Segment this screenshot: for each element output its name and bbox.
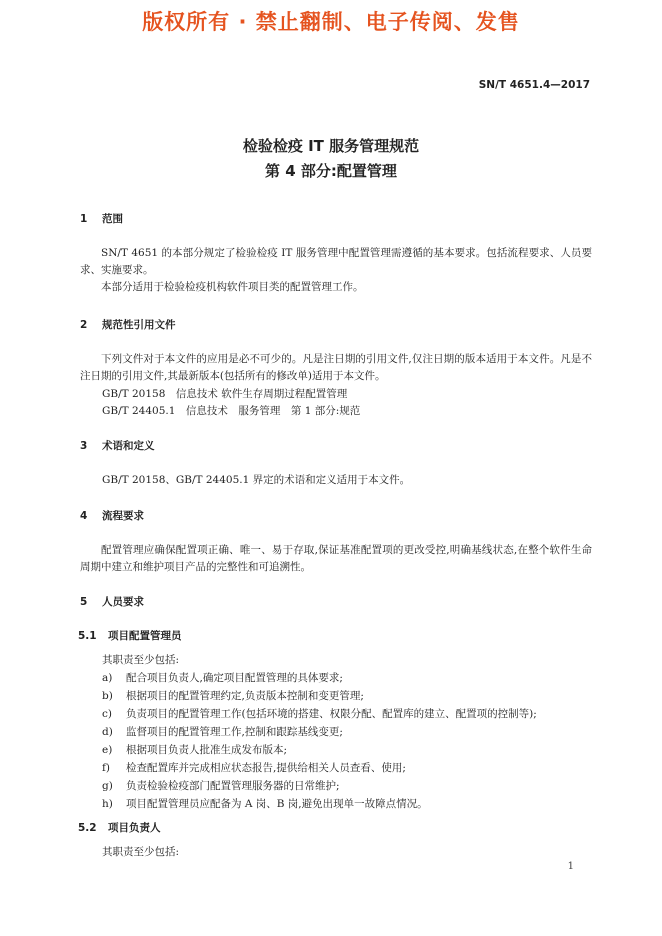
- list-marker: a): [102, 672, 113, 684]
- scope-paragraph-2: 本部分适用于检验检疫机构软件项目类的配置管理工作。: [101, 281, 364, 293]
- list-item-text: 项目配置管理员应配备为 A 岗、B 岗,避免出现单一故障点情况。: [126, 798, 428, 810]
- section-1-heading: [80, 211, 123, 226]
- section-number: 2: [80, 319, 88, 331]
- section-number: 5.1: [78, 630, 97, 642]
- section-title: 规范性引用文件: [102, 319, 176, 331]
- list-item-text: 监督项目的配置管理工作,控制和跟踪基线变更;: [126, 726, 343, 738]
- section-3-heading: [80, 438, 155, 453]
- section-title: 人员要求: [102, 596, 144, 608]
- list-marker: f): [102, 762, 110, 774]
- section-number: 4: [80, 510, 88, 522]
- section-title: 术语和定义: [102, 440, 155, 452]
- section-title: 项目配置管理员: [108, 630, 182, 642]
- list-item: [102, 688, 364, 703]
- list-item: [102, 796, 428, 811]
- section-number: 3: [80, 440, 88, 452]
- list-marker: b): [102, 690, 113, 702]
- duties-intro: 其职责至少包括:: [102, 654, 180, 666]
- section-title: 范围: [102, 213, 123, 225]
- section-number: 1: [80, 213, 88, 225]
- list-item-text: 负责检验检疫部门配置管理服务器的日常维护;: [126, 780, 340, 792]
- duties-intro: 其职责至少包括:: [102, 846, 180, 858]
- list-item-text: 检查配置库并完成相应状态报告,提供给相关人员查看、使用;: [126, 762, 406, 774]
- list-item: [102, 670, 343, 685]
- section-5-heading: [80, 594, 144, 609]
- section-5-2-heading: [78, 820, 161, 835]
- process-paragraph: 配置管理应确保配置项正确、唯一、易于存取,保证基准配置项的更改受控,明确基线状态,在整个软件生命周期中建立和维护项目产品的完整性和可追溯性。: [80, 544, 592, 573]
- document-title: 检验检疫 IT 服务管理规范: [242, 137, 420, 155]
- list-item: [102, 724, 343, 739]
- list-marker: e): [102, 744, 113, 756]
- reference-item: GB/T 20158 信息技术 软件生存周期过程配置管理: [102, 388, 348, 400]
- list-item-text: 配合项目负责人,确定项目配置管理的具体要求;: [126, 672, 343, 684]
- section-title: 项目负责人: [108, 822, 161, 834]
- list-marker: c): [102, 708, 112, 720]
- references-intro: 下列文件对于本文件的应用是必不可少的。凡是注日期的引用文件,仅注日期的版本适用于本文件。凡是不注日期的引用文件,其最新版本(包括所有的修改单)适用于本文件。: [80, 353, 592, 382]
- section-2-heading: [80, 317, 176, 332]
- list-item-text: 负责项目的配置管理工作(包括环境的搭建、权限分配、配置库的建立、配置项的控制等);: [126, 708, 537, 720]
- scope-paragraph-1: SN/T 4651 的本部分规定了检验检疫 IT 服务管理中配置管理需遵循的基本要求。包括流程要求、人员要求、实施要求。: [80, 247, 592, 276]
- list-item: [102, 706, 537, 721]
- copyright-banner: 版权所有 · 禁止翻制、电子传阅、发售: [142, 10, 520, 34]
- list-marker: g): [102, 780, 113, 792]
- standard-number: SN/T 4651.4—2017: [478, 79, 590, 91]
- section-number: 5.2: [78, 822, 97, 834]
- section-4-heading: [80, 508, 144, 523]
- terms-paragraph: GB/T 20158、GB/T 24405.1 界定的术语和定义适用于本文件。: [102, 474, 411, 486]
- list-item: [102, 742, 287, 757]
- reference-item: GB/T 24405.1 信息技术 服务管理 第 1 部分:规范: [102, 405, 361, 417]
- document-subtitle: 第 4 部分:配置管理: [265, 162, 397, 180]
- list-item: [102, 778, 340, 793]
- list-marker: d): [102, 726, 113, 738]
- list-item: [102, 760, 406, 775]
- list-item-text: 根据项目的配置管理约定,负责版本控制和变更管理;: [126, 690, 364, 702]
- section-5-1-heading: [78, 628, 182, 643]
- list-item-text: 根据项目负责人批准生成发布版本;: [126, 744, 288, 756]
- list-marker: h): [102, 798, 113, 810]
- page-number: 1: [567, 861, 574, 872]
- section-title: 流程要求: [102, 510, 144, 522]
- section-number: 5: [80, 596, 88, 608]
